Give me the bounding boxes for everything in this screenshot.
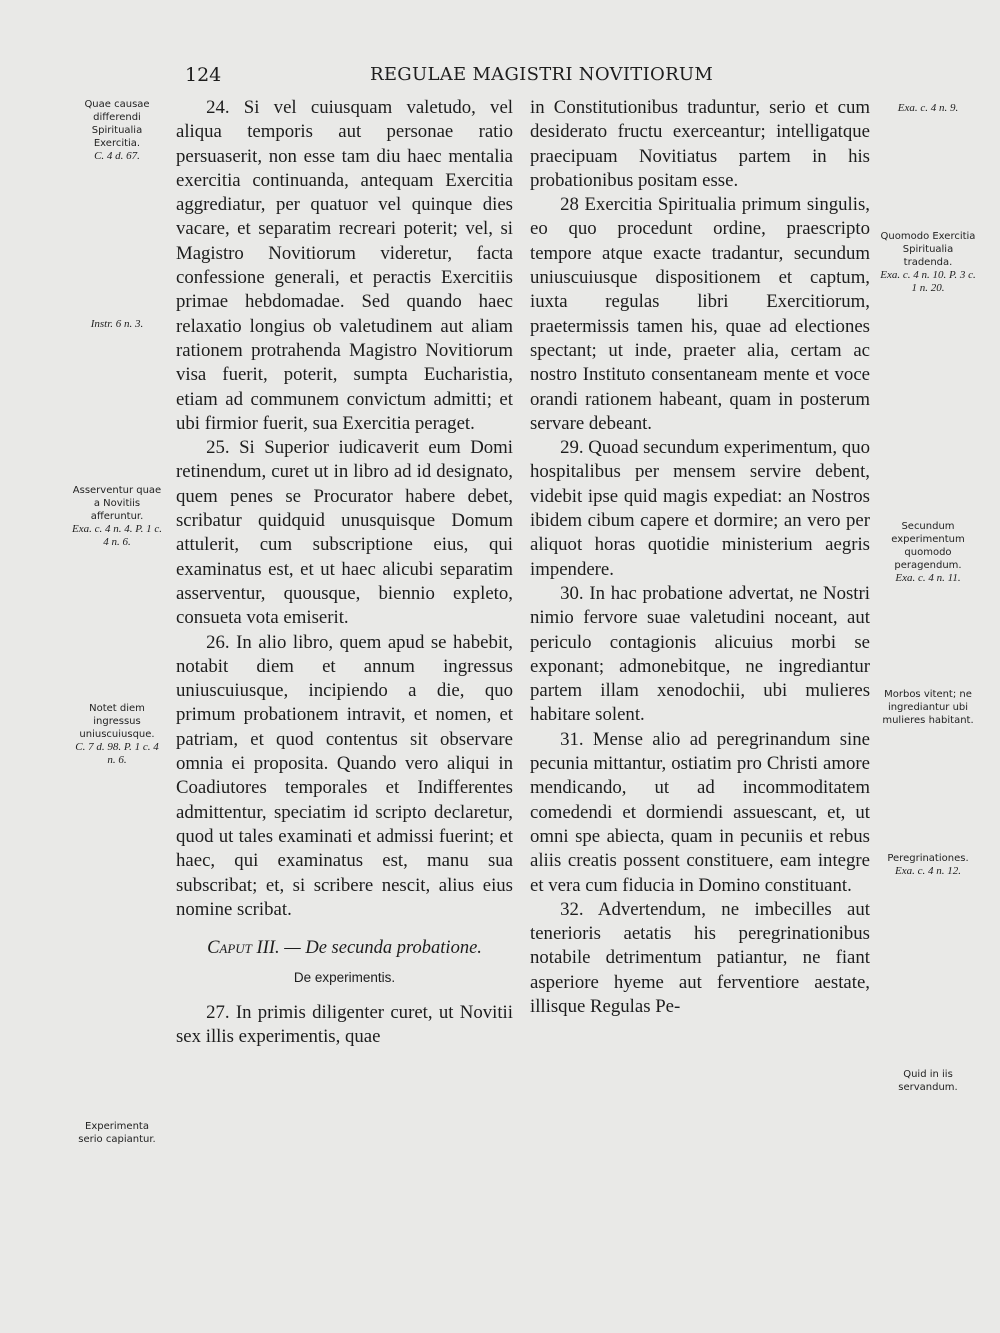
margin-note — [878, 1068, 978, 1094]
margin-note-text: Notet diem ingressus uniuscuiusque. — [79, 703, 155, 740]
margin-note-ref: Exa. c. 4 n. 10. P. 3 c. 1 n. 20. — [880, 269, 976, 294]
margin-note — [72, 1120, 162, 1146]
margin-note-text: Quae causae differendi Spiritualia Exercitia. — [84, 99, 150, 149]
margin-note — [878, 688, 978, 727]
margin-note — [72, 318, 162, 331]
margin-note-text: Asserventur quae a Novitiis afferuntur. — [72, 485, 162, 522]
paragraph-24: 24. Si vel cuiusquam valetudo, vel aliqua temporis aut personae ratio persuaserit, non esse tam diu haec mentalia exercitia continuanda, antequam Exercitia aggrediatur, per quatuor vel quinque dies vacare, et separatim recreari poterit; vel, si Magistro Novitiorum videretur, facta confessione generali, et peractis Exercitiis primae hebdomadae. Sed quando haec relaxatio longius ob valetudinem aut aliam rationem protrahenda Magistro Novitiorum visa fuerit, poterit, sumpta Eucharistia, etiam ad communem convictum admitti; et ubi firmior fuerit, sua Exercitia peraget. — [176, 97, 513, 434]
margin-note-ref: C. 4 d. 67. — [94, 150, 140, 162]
margin-note — [72, 98, 162, 163]
margin-note-text: Quomodo Exercitia Spiritualia tradenda. — [880, 231, 976, 268]
margin-note — [72, 702, 162, 767]
margin-note-text: Morbos vitent; ne ingrediantur ubi mulieres habitant. — [882, 689, 974, 726]
text-column-right — [530, 96, 870, 1019]
margin-note — [878, 230, 978, 295]
paragraph-32: 32. Advertendum, ne imbecilles aut tenerioris aetatis his peregrinationibus notabile detrimentum patiantur, ne fiant asperiore hyeme aut ferventiore aestate, illisque Regulas Pe- — [530, 898, 870, 1017]
margin-note-ref: Instr. 6 n. 3. — [90, 318, 144, 330]
margin-note — [878, 102, 978, 115]
margin-note-ref: Exa. c. 4 n. 4. P. 1 c. 4 n. 6. — [72, 523, 162, 548]
page-number: 124 — [185, 64, 222, 86]
paragraph-31: 31. Mense alio ad peregrinandum sine pecunia mittantur, ostiatim pro Christi amore mendicando, ut ad incommoditatem comedendi et dormiendi assuescant, et, ut omni spe abiecta, quam in pecuniis et rebus aliis creatis possent constituere, eam integre et vera cum fiducia in Domino constituant. — [530, 728, 870, 896]
chapter-heading — [176, 936, 513, 960]
margin-note-text: Quid in iis servandum. — [898, 1069, 958, 1093]
paragraph-27-continued: in Constitutionibus traduntur, serio et cum desiderato fructu exerceantur; intelligatque praecipuam Novitiatus partem in his probationibus positam esse. — [530, 97, 870, 191]
margin-note-ref: Exa. c. 4 n. 9. — [897, 102, 959, 114]
paragraph-29: 29. Quoad secundum experimentum, quo hospitalibus per mensem servire debent, videbit ipse quid magis expediat: an Nostros ibidem cibum capere et dormire; an vero per aliquot horas quotidie ministerium aegris impendere. — [530, 437, 870, 580]
paragraph-25: 25. Si Superior iudicaverit eum Domi retinendum, curet ut in libro ad id designato, quem penes se Procurator habere debet, scribatur quidquid unusquisque Domum attulerit, cum subscriptione eius, qui examinatus est, et ut haec alicubi separatim asserventur, quousque, biennio expleto, consueta vota emiserit. — [176, 437, 513, 629]
chapter-label: Caput III. — [207, 938, 280, 959]
margin-note — [878, 520, 978, 585]
text-column-left — [176, 96, 513, 1049]
paragraph-27: 27. In primis diligenter curet, ut Novitii sex illis experimentis, quae — [176, 1001, 513, 1047]
paragraph-28: 28 Exercitia Spiritualia primum singulis, eo quo procedunt ordine, praescripto tempore atque exacte tradantur, secundum uniuscuiusque dispositionem et captum, iuxta regulas libri Exercitiorum, praetermissis tamen his, quae ad electiones spectant; ut inde, praeter alia, certam ac nostro Instituto consentaneam mente et voce orandi rationem habeant, quam in posterum servare debeant. — [530, 194, 870, 434]
running-head: REGULAE MAGISTRI NOVITIORUM — [370, 64, 714, 85]
paragraph-26: 26. In alio libro, quem apud se habebit, notabit diem et annum ingressus uniuscuiusque, incipiendo a die, quo primum probationem intravit, et nomen, et patriam, et quod contentus sit observare omnia ei proposita. Quando vero aliqui in Coadiutores temporales et Indifferentes admittentur, speciatim id scripto declaretur, quod ut tales examinati et admissi fuerint; et haec, qui examinatus est, manu sua subscribat; et, si scribere nescit, alius eius nomine scribat. — [176, 631, 513, 920]
margin-note-text: Secundum experimentum quomodo peragendum. — [891, 521, 965, 571]
margin-note — [72, 484, 162, 549]
margin-note-text: Peregrinationes. — [887, 853, 969, 864]
margin-note-ref: Exa. c. 4 n. 11. — [895, 572, 961, 584]
section-subheading: De experimentis. — [293, 970, 396, 986]
margin-note-ref: C. 7 d. 98. P. 1 c. 4 n. 6. — [75, 741, 159, 766]
paragraph-30: 30. In hac probatione advertat, ne Nostri nimio fervore suae valetudini noceant, aut periculo contagionis alicuius morbi se exponant; admonebitque, ne ingrediantur partem illam xenodochii, ubi mulieres habitare solent. — [530, 582, 870, 726]
margin-note-ref: Exa. c. 4 n. 12. — [895, 865, 961, 877]
margin-note-text: Experimenta serio capiantur. — [78, 1121, 156, 1145]
chapter-title: — De secunda probatione. — [284, 938, 482, 959]
margin-note — [878, 852, 978, 878]
